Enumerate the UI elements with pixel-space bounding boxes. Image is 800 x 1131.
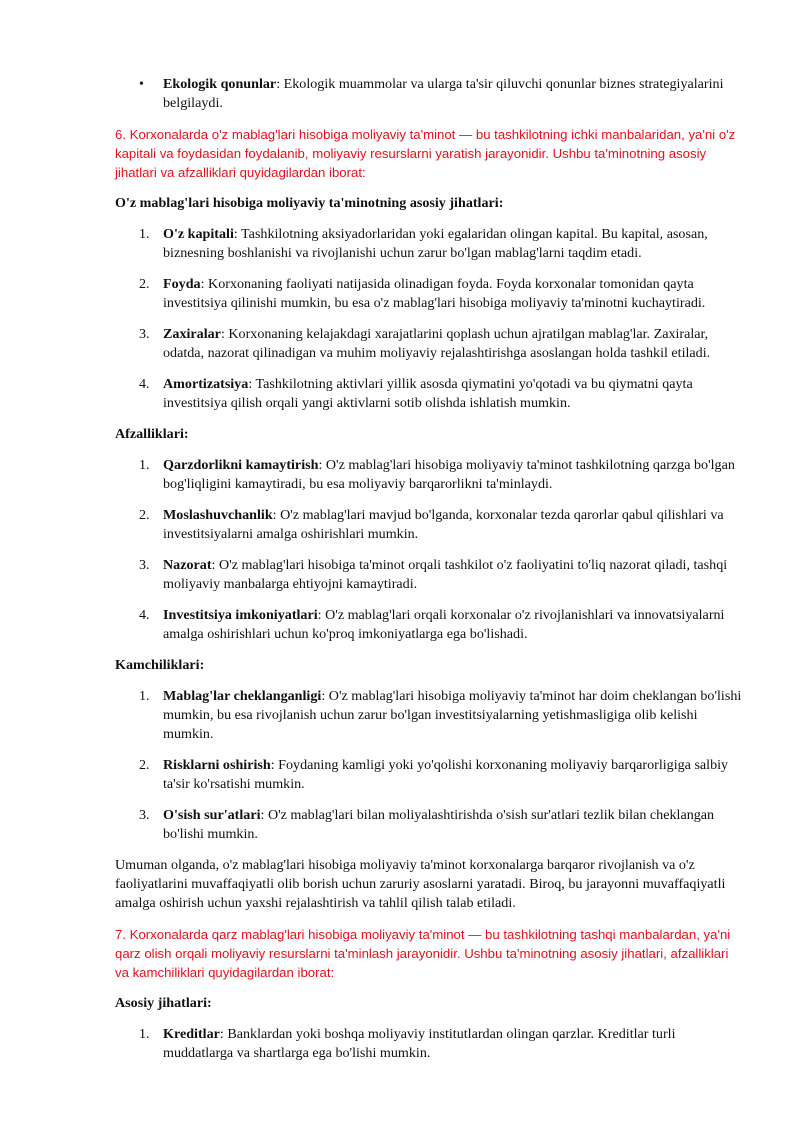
list-text: : Tashkilotning aktivlari yillik asosda qiymatini yo'qotadi va bu qiymatni qayta investitsiya qilish orqali yangi aktivlarni sotib olishda ishlatish mumkin. [163,376,693,411]
list-term: Mablag'lar cheklanganligi [163,688,322,704]
list-item [115,325,745,363]
list-term: Investitsiya imkoniyatlari [163,607,318,623]
list-number: 2. [139,507,150,523]
section-7-intro: 7. Korxonalarda qarz mablag'lari hisobiga moliyaviy ta'minot — bu tashkilotning tashqi manbalardan, ya'ni qarz olish orqali moliyaviy resurslarni ta'minlash jarayonidir. Ushbu ta'minotning asosiy jihatlari, afzalliklari va kamchiliklari quyidagilardan iborat: [115,927,731,980]
list-text: : Banklardan yoki boshqa moliyaviy institutlardan olingan qarzlar. Kreditlar turli muddatlarga va shartlarga ega bo'lishi mumkin. [163,1026,676,1061]
list-number: 4. [139,376,150,392]
list-term: Moslashuvchanlik [163,507,273,523]
list-item [115,456,745,494]
list-text: : Foydaning kamligi yoki yo'qolishi korxonaning moliyaviy barqarorligiga salbiy ta'sir ko'rsatishi mumkin. [163,757,729,792]
list-text: : O'z mablag'lari orqali korxonalar o'z rivojlanishlari va innovatsiyalarni amalga oshirishlari uchun ko'proq imkoniyatlarga ega bo'lishadi. [163,607,725,642]
list-text: : Korxonaning kelajakdagi xarajatlarini qoplash uchun ajratilgan mablag'lar. Zaxiralar, odatda, nazorat qilinadigan va muhim moliyaviy rejalashtirishga asoslangan holda tashkil etiladi. [163,326,711,361]
list-term: Risklarni oshirish [163,757,271,773]
list-number: 3. [139,557,150,573]
list-text: : Tashkilotning aksiyadorlaridan yoki egalaridan olingan kapital. Bu kapital, asosan, biznesning boshlanishi va rivojlanishi uchun zarur bo'lgan mablag'larni taqdim etadi. [163,226,708,261]
list-text: : O'z mablag'lari hisobiga moliyaviy ta'minot har doim cheklangan bo'lishi mumkin, bu esa rivojlanish uchun zarur bo'lgan investitsiyalarning yetishmasligiga olib kelishi mumkin. [163,688,742,742]
disadvantages-list [115,687,745,844]
list-number: 4. [139,607,150,623]
list-term: Nazorat [163,557,212,573]
list-text: : O'z mablag'lari mavjud bo'lganda, korxonalar tezda qarorlar qabul qilishlari va investitsiyalarni amalga oshirishlari mumkin. [163,507,724,542]
list-term: Zaxiralar [163,326,221,342]
list-number: 2. [139,276,150,292]
document-content [115,75,745,1075]
list-term: Kreditlar [163,1026,220,1042]
list-item [115,275,745,313]
advantages-heading: Afzalliklari: [115,426,189,442]
list-number: 3. [139,807,150,823]
list-term: O'z kapitali [163,226,234,242]
section-7-aspects-heading: Asosiy jihatlari: [115,995,212,1011]
list-item [115,225,745,263]
list-item [115,756,745,794]
section-7-aspects-list [115,1025,745,1063]
advantages-list [115,456,745,644]
list-number: 2. [139,757,150,773]
list-term: Qarzdorlikni kamaytirish [163,457,319,473]
disadvantages-heading: Kamchiliklari: [115,657,205,673]
list-number: 1. [139,457,150,473]
section-6-aspects-list [115,225,745,413]
list-text: : O'z mablag'lari bilan moliyalashtirishda o'sish sur'atlari tezlik bilan cheklangan bo'lishi mumkin. [163,807,715,842]
list-number: 1. [139,226,150,242]
list-text: : O'z mablag'lari hisobiga moliyaviy ta'minot tashkilotning qarzga bo'lgan bog'liqligini kamaytiradi, bu esa moliyaviy barqarorlikni ta'minlaydi. [163,457,735,492]
bullet-item [115,75,745,113]
list-text: : Korxonaning faoliyati natijasida olinadigan foyda. Foyda korxonalar tomonidan qayta investitsiya qilinishi mumkin, bu esa o'z mablag'lari hisobiga moliyaviy ta'minotni kuchaytiradi. [163,276,706,311]
list-text: : O'z mablag'lari hisobiga ta'minot orqali tashkilot o'z faoliyatini to'liq nazorat qiladi, tashqi moliyaviy manbalarga ehtiyojni kamaytiradi. [163,557,728,592]
section-6-conclusion: Umuman olganda, o'z mablag'lari hisobiga moliyaviy ta'minot korxonalarga barqaror rivojlanish va o'z faoliyatlarini muvaffaqiyatli olib borish uchun zaruriy asoslarni yaratadi. Biroq, bu jarayonni muvaffaqiyatli amalga oshirish uchun yaxshi rejalashtirish va tahlil qilish talab etiladi. [115,857,726,911]
list-item [115,606,745,644]
bullet-term: Ekologik qonunlar [163,76,277,92]
list-item [115,375,745,413]
list-term: Amortizatsiya [163,376,249,392]
list-item [115,687,745,744]
list-number: 3. [139,326,150,342]
list-item [115,556,745,594]
list-item [115,806,745,844]
list-term: O'sish sur'atlari [163,807,261,823]
list-number: 1. [139,1026,150,1042]
list-item [115,506,745,544]
bullet-dot: • [139,76,144,92]
list-term: Foyda [163,276,201,292]
list-item [115,1025,745,1063]
bullet-text: : Ekologik muammolar va ularga ta'sir qiluvchi qonunlar biznes strategiyalarini belgilaydi. [163,76,724,111]
list-number: 1. [139,688,150,704]
section-6-intro: 6. Korxonalarda o'z mablag'lari hisobiga moliyaviy ta'minot — bu tashkilotning ichki manbalaridan, ya'ni o'z kapitali va foydasidan foydalanib, moliyaviy resurslarni yaratish jarayonidir. Ushbu ta'minotning asosiy jihatlari va afzalliklari quyidagilardan iborat: [115,127,736,180]
section-6-aspects-heading: O'z mablag'lari hisobiga moliyaviy ta'minotning asosiy jihatlari: [115,195,504,211]
